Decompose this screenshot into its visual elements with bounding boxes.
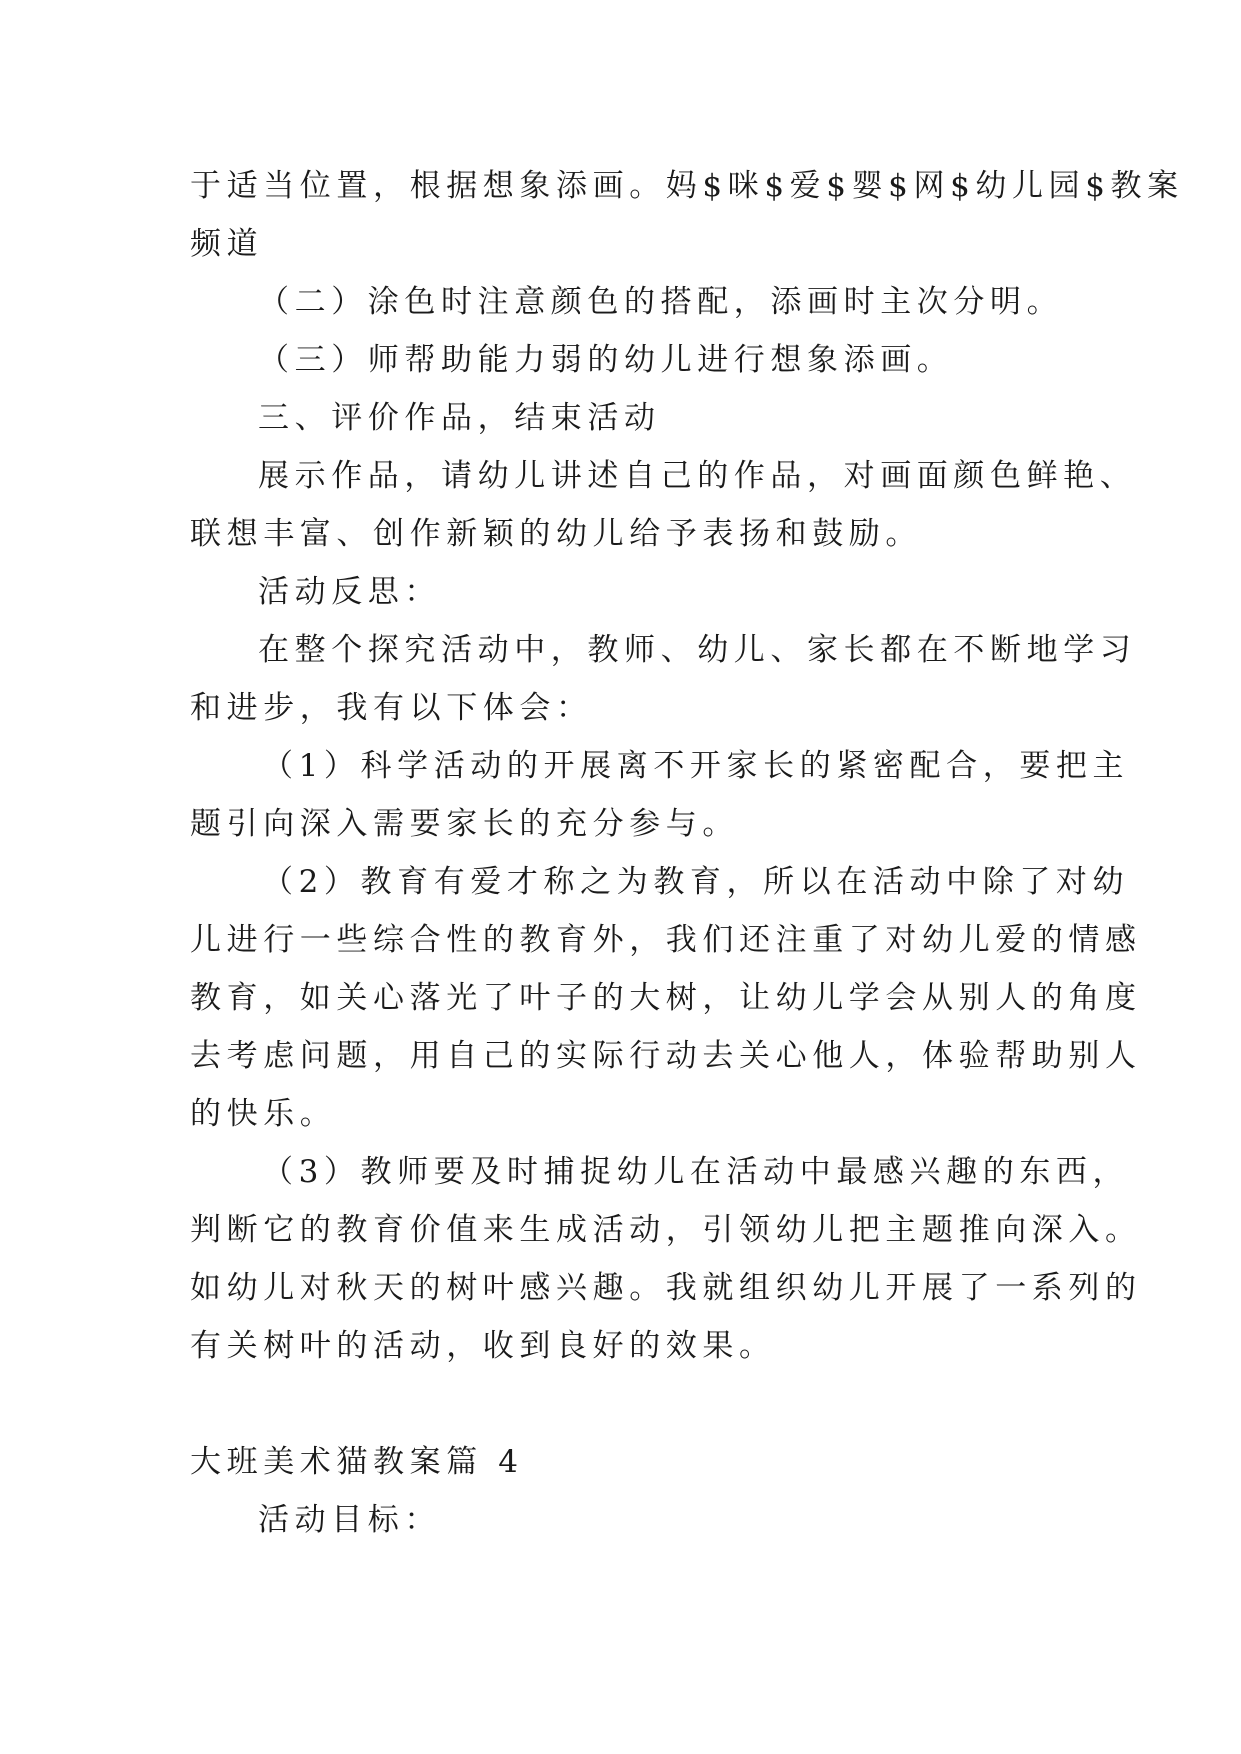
- paragraph-line: 频道: [190, 226, 264, 262]
- article-title: 大班美术猫教案篇 4: [190, 1444, 524, 1480]
- paragraph-line: （3）教师要及时捕捉幼儿在活动中最感兴趣的东西，: [262, 1154, 1130, 1190]
- paragraph-line: 如幼儿对秋天的树叶感兴趣。我就组织幼儿开展了一系列的: [190, 1270, 1142, 1306]
- section-heading: 活动反思：: [258, 574, 441, 610]
- paragraph-line: 判断它的教育价值来生成活动，引领幼儿把主题推向深入。: [190, 1212, 1142, 1248]
- paragraph-line: 在整个探究活动中，教师、幼儿、家长都在不断地学习: [258, 632, 1137, 668]
- paragraph-line: 题引向深入需要家长的充分参与。: [190, 806, 739, 842]
- paragraph-line: 儿进行一些综合性的教育外，我们还注重了对幼儿爱的情感: [190, 922, 1142, 958]
- paragraph-line: 教育，如关心落光了叶子的大树，让幼儿学会从别人的角度: [190, 980, 1142, 1016]
- paragraph-line: 有关树叶的活动，收到良好的效果。: [190, 1328, 776, 1364]
- paragraph-line: 去考虑问题，用自己的实际行动去关心他人，体验帮助别人: [190, 1038, 1142, 1074]
- paragraph-line: （二）涂色时注意颜色的搭配，添画时主次分明。: [258, 284, 1064, 320]
- paragraph-line: （1）科学活动的开展离不开家长的紧密配合，要把主: [262, 748, 1130, 784]
- section-heading: 三、评价作品，结束活动: [258, 400, 661, 436]
- paragraph-line: （2）教育有爱才称之为教育，所以在活动中除了对幼: [262, 864, 1130, 900]
- paragraph-line: 展示作品，请幼儿讲述自己的作品，对画面颜色鲜艳、: [258, 458, 1137, 494]
- paragraph-line: 和进步，我有以下体会：: [190, 690, 593, 726]
- paragraph-line: 的快乐。: [190, 1096, 337, 1132]
- paragraph-line: 联想丰富、创作新颖的幼儿给予表扬和鼓励。: [190, 516, 922, 552]
- section-heading: 活动目标：: [258, 1502, 441, 1538]
- paragraph-line: 于适当位置，根据想象添画。妈$咪$爱$婴$网$幼儿园$教案: [190, 168, 1184, 204]
- paragraph-line: （三）师帮助能力弱的幼儿进行想象添画。: [258, 342, 954, 378]
